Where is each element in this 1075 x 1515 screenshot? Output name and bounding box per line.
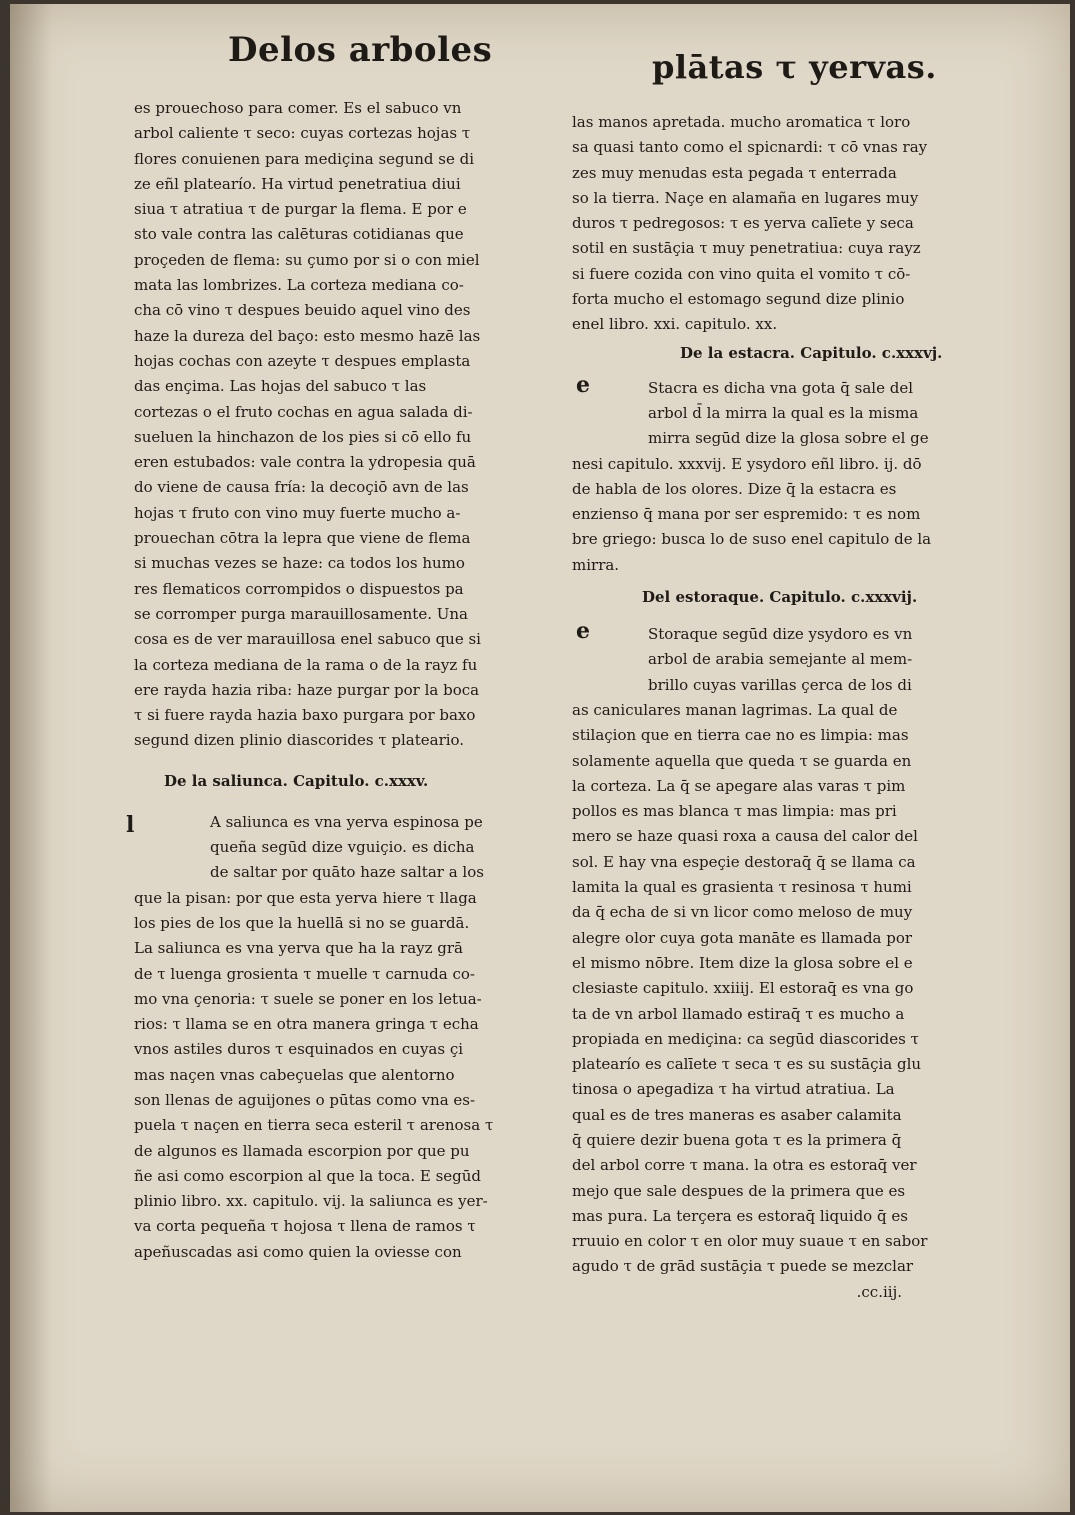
text-line: platearío es calīete τ seca τ es su sustāçia glu xyxy=(572,1055,922,1074)
text-line: agudo τ de grād sustāçia τ puede se mezclar xyxy=(572,1257,914,1276)
text-line: la corteza mediana de la rama o de la rayz fu xyxy=(134,655,478,674)
text-line: mirra. xyxy=(572,555,620,574)
text-line: rios: τ llama se en otra manera gringa τ echa xyxy=(134,1015,479,1034)
text-line: de τ luenga grosienta τ muelle τ carnuda co- xyxy=(134,964,475,983)
text-line: Storaque segūd dize ysydoro es vn xyxy=(648,625,913,644)
text-line: das ençima. Las hojas del sabuco τ las xyxy=(134,377,427,396)
text-line: hojas cochas con azeyte τ despues emplasta xyxy=(134,351,471,370)
text-line: mirra segūd dize la glosa sobre el ge xyxy=(648,429,929,448)
text-line: enel libro. xxi. capitulo. xx. xyxy=(572,315,778,334)
text-line: sotil en sustāçia τ muy penetratiua: cuya rayz xyxy=(572,239,921,258)
text-line: puela τ naçen en tierra seca esteril τ arenosa τ xyxy=(134,1116,494,1135)
text-block xyxy=(134,886,524,1265)
text-line: alegre olor cuya gota manāte es llamada por xyxy=(572,928,913,947)
text-line: zes muy menudas esta pegada τ enterrada xyxy=(572,163,897,182)
text-line: pollos es mas blanca τ mas limpia: mas pri xyxy=(572,802,897,821)
text-line: del arbol corre τ mana. la otra es estoraq̄ ver xyxy=(572,1156,917,1175)
text-line: de algunos es llamada escorpion por que pu xyxy=(134,1141,470,1160)
text-line: hojas τ fruto con vino muy fuerte mucho a- xyxy=(134,503,461,522)
signature-mark: .cc.iij. xyxy=(856,1282,902,1301)
text-line: vnos astiles duros τ esquinados en cuyas çi xyxy=(134,1040,464,1059)
text-line: proçeden de flema: su çumo por si o con miel xyxy=(134,250,480,269)
text-line: si fuere cozida con vino quita el vomito τ cō- xyxy=(572,264,911,283)
text-line: de habla de los olores. Dize q̄ la estacra es xyxy=(572,479,897,498)
text-line: solamente aquella que queda τ se guarda en xyxy=(572,751,912,770)
text-block xyxy=(572,371,972,452)
text-line: siua τ atratiua τ de purgar la flema. E por e xyxy=(134,200,467,219)
text-line: prouechan cōtra la lepra que viene de flema xyxy=(134,529,471,548)
text-line: res flematicos corrompidos o dispuestos pa xyxy=(134,579,464,598)
text-line: es prouechoso para comer. Es el sabuco vn xyxy=(134,99,462,117)
text-line: nesi capitulo. xxxvij. E ysydoro eñl libro. ij. dō xyxy=(572,454,922,473)
text-line: so la tierra. Naçe en alamaña en lugares muy xyxy=(572,188,919,207)
text-line: sol. E hay vna espeçie destoraq̄ q̄ se llama ca xyxy=(572,852,916,871)
text-line: mo vna çenoria: τ suele se poner en los letua- xyxy=(134,989,482,1008)
text-line: apeñuscadas asi como quien la oviesse con xyxy=(134,1242,462,1261)
left-column xyxy=(126,96,524,1265)
guide-letter: l xyxy=(126,811,135,838)
running-head-left: Delos arboles xyxy=(228,30,493,70)
text-line: los pies de los que la huellā si no se guardā. xyxy=(134,913,470,932)
text-line: cha cō vino τ despues beuido aquel vino des xyxy=(134,301,471,320)
text-line: Stacra es dicha vna gota q̄ sale del xyxy=(648,378,913,397)
text-line: sa quasi tanto como el spicnardi: τ cō vnas ray xyxy=(572,138,928,157)
chapter-heading: De la saliunca. Capitulo. c.xxxv. xyxy=(164,771,429,790)
text-line: ze eñl platearío. Ha virtud penetratiua diui xyxy=(134,174,461,193)
text-line: La saliunca es vna yerva que ha la rayz grā xyxy=(134,939,463,958)
text-line: sto vale contra las calēturas cotidianas que xyxy=(134,225,464,244)
text-line: segund dizen plinio diascorides τ plateario. xyxy=(134,731,465,750)
text-line: ñe asi como escorpion al que la toca. E segūd xyxy=(134,1166,482,1185)
text-line: arbol de arabia semejante al mem- xyxy=(648,650,913,669)
text-line: forta mucho el estomago segund dize plinio xyxy=(572,290,905,309)
text-line: que la pisan: por que esta yerva hiere τ llaga xyxy=(134,888,477,907)
chapter-heading: De la estacra. Capitulo. c.xxxvj. xyxy=(680,343,943,362)
text-line: las manos apretada. mucho aromatica τ loro xyxy=(572,113,911,131)
text-line: arbol d̄ la mirra la qual es la misma xyxy=(648,403,919,422)
text-block xyxy=(572,698,972,1280)
text-line: as caniculares manan lagrimas. La qual de xyxy=(572,700,898,719)
text-line: duros τ pedregosos: τ es yerva calīete y seca xyxy=(572,214,914,233)
text-line: clesiaste capitulo. xxiiij. El estoraq̄ es vna go xyxy=(572,979,914,998)
text-line: lamita la qual es grasienta τ resinosa τ humi xyxy=(572,878,912,897)
text-block xyxy=(134,96,524,754)
text-line: qual es de tres maneras es asaber calamita xyxy=(572,1105,902,1124)
text-line: plinio libro. xx. capitulo. vij. la saliunca es yer- xyxy=(134,1192,488,1211)
text-line: q̄ quiere dezir buena gota τ es la primera q̄ xyxy=(572,1130,902,1149)
text-line: mejo que sale despues de la primera que es xyxy=(572,1181,906,1200)
text-line: arbol caliente τ seco: cuyas cortezas hojas τ xyxy=(134,124,471,143)
book-page xyxy=(10,4,1070,1512)
text-line: haze la dureza del baço: esto mesmo hazē las xyxy=(134,326,481,345)
text-line: ere rayda hazia riba: haze purgar por la boca xyxy=(134,680,480,699)
text-line: do viene de causa fría: la decoçiō avn de las xyxy=(134,478,469,497)
text-line: stilaçion que en tierra cae no es limpia: mas xyxy=(572,726,909,745)
text-line: propiada en mediçina: ca segūd diascorides τ xyxy=(572,1029,919,1048)
text-line: cortezas o el fruto cochas en agua salada di- xyxy=(134,402,473,421)
text-line: A saliunca es vna yerva espinosa pe xyxy=(210,812,483,831)
guide-letter: e xyxy=(576,618,590,645)
right-column xyxy=(572,110,972,1305)
text-line: sueluen la hinchazon de los pies si cō ello fu xyxy=(134,427,472,446)
text-block xyxy=(572,452,972,578)
text-line: rruuio en color τ en olor muy suaue τ en sabor xyxy=(572,1232,928,1251)
text-line: son llenas de aguijones o pūtas como vna es- xyxy=(134,1090,476,1109)
text-line: mata las lombrizes. La corteza mediana co- xyxy=(134,276,464,295)
text-line: la corteza. La q̄ se apegare alas varas τ pim xyxy=(572,776,906,795)
text-line: enzienso q̄ mana por ser espremido: τ es nom xyxy=(572,505,921,524)
text-block xyxy=(126,810,524,886)
text-line: eren estubados: vale contra la ydropesia quā xyxy=(134,453,476,472)
text-line: brillo cuyas varillas çerca de los di xyxy=(648,675,912,694)
text-line: va corta pequeña τ hojosa τ llena de ramos τ xyxy=(134,1217,476,1236)
text-line: da q̄ echa de si vn licor como meloso de muy xyxy=(572,903,913,922)
running-head-right: plātas τ yervas. xyxy=(652,48,937,86)
text-line: de saltar por quāto haze saltar a los xyxy=(210,863,484,882)
text-line: cosa es de ver marauillosa enel sabuco que si xyxy=(134,630,481,649)
text-line: bre griego: busca lo de suso enel capitulo de la xyxy=(572,530,932,549)
text-line: mas naçen vnas cabeçuelas que alentorno xyxy=(134,1065,455,1084)
chapter-heading: Del estoraque. Capitulo. c.xxxvij. xyxy=(642,588,918,607)
text-line: el mismo nōbre. Item dize la glosa sobre el e xyxy=(572,953,913,972)
text-line: queña segūd dize vguiçio. es dicha xyxy=(210,838,475,857)
text-line: mero se haze quasi roxa a causa del calor del xyxy=(572,827,918,846)
text-line: mas pura. La terçera es estoraq̄ liquido q̄ es xyxy=(572,1206,908,1225)
text-block xyxy=(572,110,972,338)
guide-letter: e xyxy=(576,371,590,398)
text-line: se corromper purga marauillosamente. Una xyxy=(134,604,468,623)
text-line: ta de vn arbol llamado estiraq̄ τ es mucho a xyxy=(572,1004,905,1023)
text-block xyxy=(572,618,972,698)
text-line: flores conuienen para mediçina segund se di xyxy=(134,149,475,168)
text-line: tinosa o apegadiza τ ha virtud atratiua. La xyxy=(572,1080,895,1099)
text-line: τ si fuere rayda hazia baxo purgara por baxo xyxy=(134,706,476,725)
text-line: si muchas vezes se haze: ca todos los humo xyxy=(134,554,465,573)
